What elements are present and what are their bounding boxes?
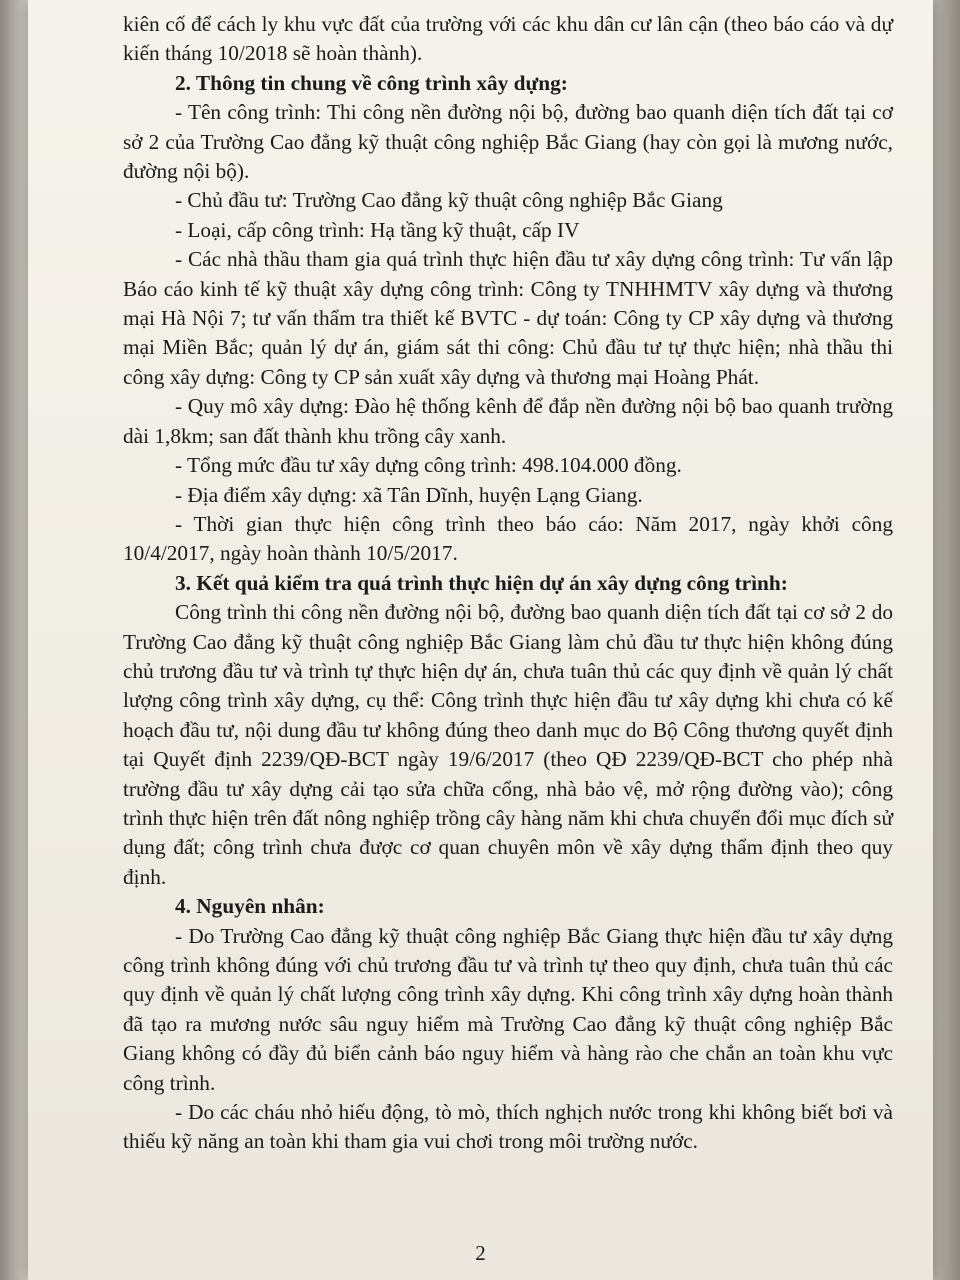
document-page <box>28 0 933 1280</box>
section-2-heading: 2. Thông tin chung về công trình xây dựng: <box>175 70 568 95</box>
section-3-body: Công trình thi công nền đường nội bộ, đường bao quanh diện tích đất tại cơ sở 2 do Trường Cao đẳng kỹ thuật công nghiệp Bắc Giang làm chủ đầu tư thực hiện không đúng chủ trương đầu tư và trình tự thực hiện dự án, chưa tuân thủ các quy định về quản lý chất lượng công trình xây dựng, cụ thể: Công trình thực hiện đầu tư xây dựng khi chưa có kế hoạch đầu tư, nội dung đầu tư không đúng theo danh mục do Bộ Công thương quyết định tại Quyết định 2239/QĐ-BCT ngày 19/6/2017 (theo QĐ 2239/QĐ-BCT cho phép nhà trường đầu tư xây dựng cải tạo sửa chữa cổng, nhà bảo vệ, mở rộng đường vào); công trình thực hiện trên đất nông nghiệp trồng cây hàng năm khi chưa chuyển đổi mục đích sử dụng đất; công trình chưa được cơ quan chuyên môn về xây dựng thẩm định theo quy định. <box>123 600 893 889</box>
section-3-heading: 3. Kết quả kiểm tra quá trình thực hiện dự án xây dựng công trình: <box>175 570 788 595</box>
section-2-item-timeline: - Thời gian thực hiện công trình theo báo cáo: Năm 2017, ngày khởi công 10/4/2017, ngày hoàn thành 10/5/2017. <box>123 511 893 566</box>
section-2-item-contractors: - Các nhà thầu tham gia quá trình thực hiện đầu tư xây dựng công trình: Tư vấn lập Báo cáo kinh tế kỹ thuật xây dựng công trình: Công ty TNHHMTV xây dựng và thương mại Hà Nội 7; tư vấn thẩm tra thiết kế BVTC - dự toán: Công ty CP xây dựng và thương mại Miền Bắc; quản lý dự án, giám sát thi công: Chủ đầu tư tự thực hiện; nhà thầu thi công xây dựng: Công ty CP sản xuất xây dựng và thương mại Hoàng Phát. <box>123 247 893 389</box>
section-2-item-name: - Tên công trình: Thi công nền đường nội bộ, đường bao quanh diện tích đất tại cơ sở 2 của Trường Cao đẳng kỹ thuật công nghiệp Bắc Giang (hay còn gọi là mương nước, đường nội bộ). <box>123 100 893 184</box>
page-number: 2 <box>475 1241 486 1265</box>
section-4-heading: 4. Nguyên nhân: <box>175 894 325 919</box>
section-2-item-location: - Địa điểm xây dựng: xã Tân Dĩnh, huyện Lạng Giang. <box>175 482 643 507</box>
section-2-item-type: - Loại, cấp công trình: Hạ tầng kỹ thuật, cấp IV <box>175 217 580 242</box>
document-text <box>123 10 893 1157</box>
background-edge <box>933 0 960 1280</box>
section-4-cause-2: - Do các cháu nhỏ hiếu động, tò mò, thích nghịch nước trong khi không biết bơi và thiếu kỹ năng an toàn khi tham gia vui chơi trong môi trường nước. <box>123 1100 893 1154</box>
section-2-item-investment: - Tổng mức đầu tư xây dựng công trình: 498.104.000 đồng. <box>175 453 682 478</box>
section-2-item-scale: - Quy mô xây dựng: Đào hệ thống kênh để đắp nền đường nội bộ bao quanh trường dài 1,8km; san đất thành khu trồng cây xanh. <box>123 394 893 448</box>
section-2-item-owner: - Chủ đầu tư: Trường Cao đẳng kỹ thuật công nghiệp Bắc Giang <box>175 188 723 213</box>
section-4-cause-1: - Do Trường Cao đẳng kỹ thuật công nghiệp Bắc Giang thực hiện đầu tư xây dựng công trình không đúng với chủ trương đầu tư và trình tự theo quy định, chưa tuân thủ các quy định về quản lý chất lượng công trình xây dựng. Khi công trình xây dựng hoàn thành đã tạo ra mương nước sâu nguy hiểm mà Trường Cao đẳng kỹ thuật công nghiệp Bắc Giang không có đầy đủ biển cảnh báo nguy hiểm và hàng rào che chắn an toàn khu vực công trình. <box>123 923 893 1095</box>
continuation-paragraph: kiên cố để cách ly khu vực đất của trường với các khu dân cư lân cận (theo báo cáo và dự kiến tháng 10/2018 sẽ hoàn thành). <box>123 12 893 66</box>
